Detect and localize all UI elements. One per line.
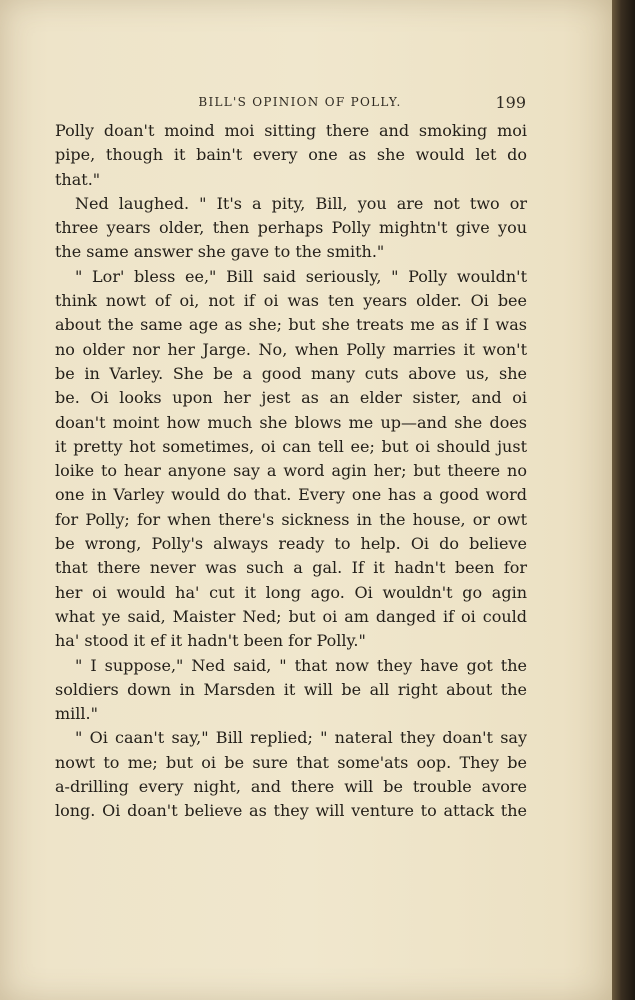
text-line: mill." [55, 704, 98, 724]
text-line: for Polly; for when there's sickness in the house, or owt [55, 509, 527, 529]
text-line: " Oi caan't say," Bill replied; " nateral they doan't say [75, 728, 527, 748]
running-title: BILL'S OPINION OF POLLY. [198, 95, 402, 109]
text-line: it pretty hot sometimes, oi can tell ee; but oi should just [55, 436, 527, 456]
text-line: soldiers down in Marsden it will be all right about the [55, 679, 527, 699]
text-line: " Lor' bless ee," Bill said seriously, " Polly wouldn't [75, 266, 527, 286]
text-line: ha' stood it ef it hadn't been for Polly." [55, 631, 366, 651]
text-line: what ye said, Maister Ned; but oi am danged if oi could [55, 606, 527, 626]
text-line: loike to hear anyone say a word agin her; but theere no [55, 461, 527, 481]
text-line: be. Oi looks upon her jest as an elder sister, and oi [55, 388, 527, 408]
text-line: the same answer she gave to the smith." [55, 242, 385, 262]
text-line: Polly doan't moind moi sitting there and smoking moi [55, 121, 527, 140]
text-line: a-drilling every night, and there will be trouble avore [55, 777, 527, 797]
text-line: nowt to me; but oi be sure that some'ats oop. They be [55, 752, 527, 772]
text-line: pipe, though it bain't every one as she would let do [55, 145, 527, 165]
text-line: that." [55, 169, 101, 189]
text-line: " I suppose," Ned said, " that now they have got the [75, 655, 527, 675]
text-line: doan't moint how much she blows me up—and she does [55, 412, 527, 432]
page-header [74, 95, 526, 115]
text-line: be in Varley. She be a good many cuts above us, she [55, 363, 527, 383]
text-line: three years older, then perhaps Polly mightn't give you [55, 218, 527, 238]
text-line: no older nor her Jarge. No, when Polly marries it won't [55, 339, 527, 359]
body-text [55, 119, 527, 824]
book-edge [612, 0, 635, 1000]
text-line: her oi would ha' cut it long ago. Oi wouldn't go agin [55, 582, 527, 602]
text-line: think nowt of oi, not if oi was ten years older. Oi bee [55, 291, 527, 311]
text-line: Ned laughed. " It's a pity, Bill, you are not two or [75, 193, 527, 213]
text-line: be wrong, Polly's always ready to help. Oi do believe [55, 534, 527, 554]
text-line: one in Varley would do that. Every one has a good word [55, 485, 527, 505]
text-line: about the same age as she; but she treats me as if I was [55, 315, 527, 335]
text-line: that there never was such a gal. If it hadn't been for [55, 558, 527, 578]
page-number: 199 [495, 93, 526, 112]
text-line: long. Oi doan't believe as they will venture to attack the [55, 801, 527, 821]
